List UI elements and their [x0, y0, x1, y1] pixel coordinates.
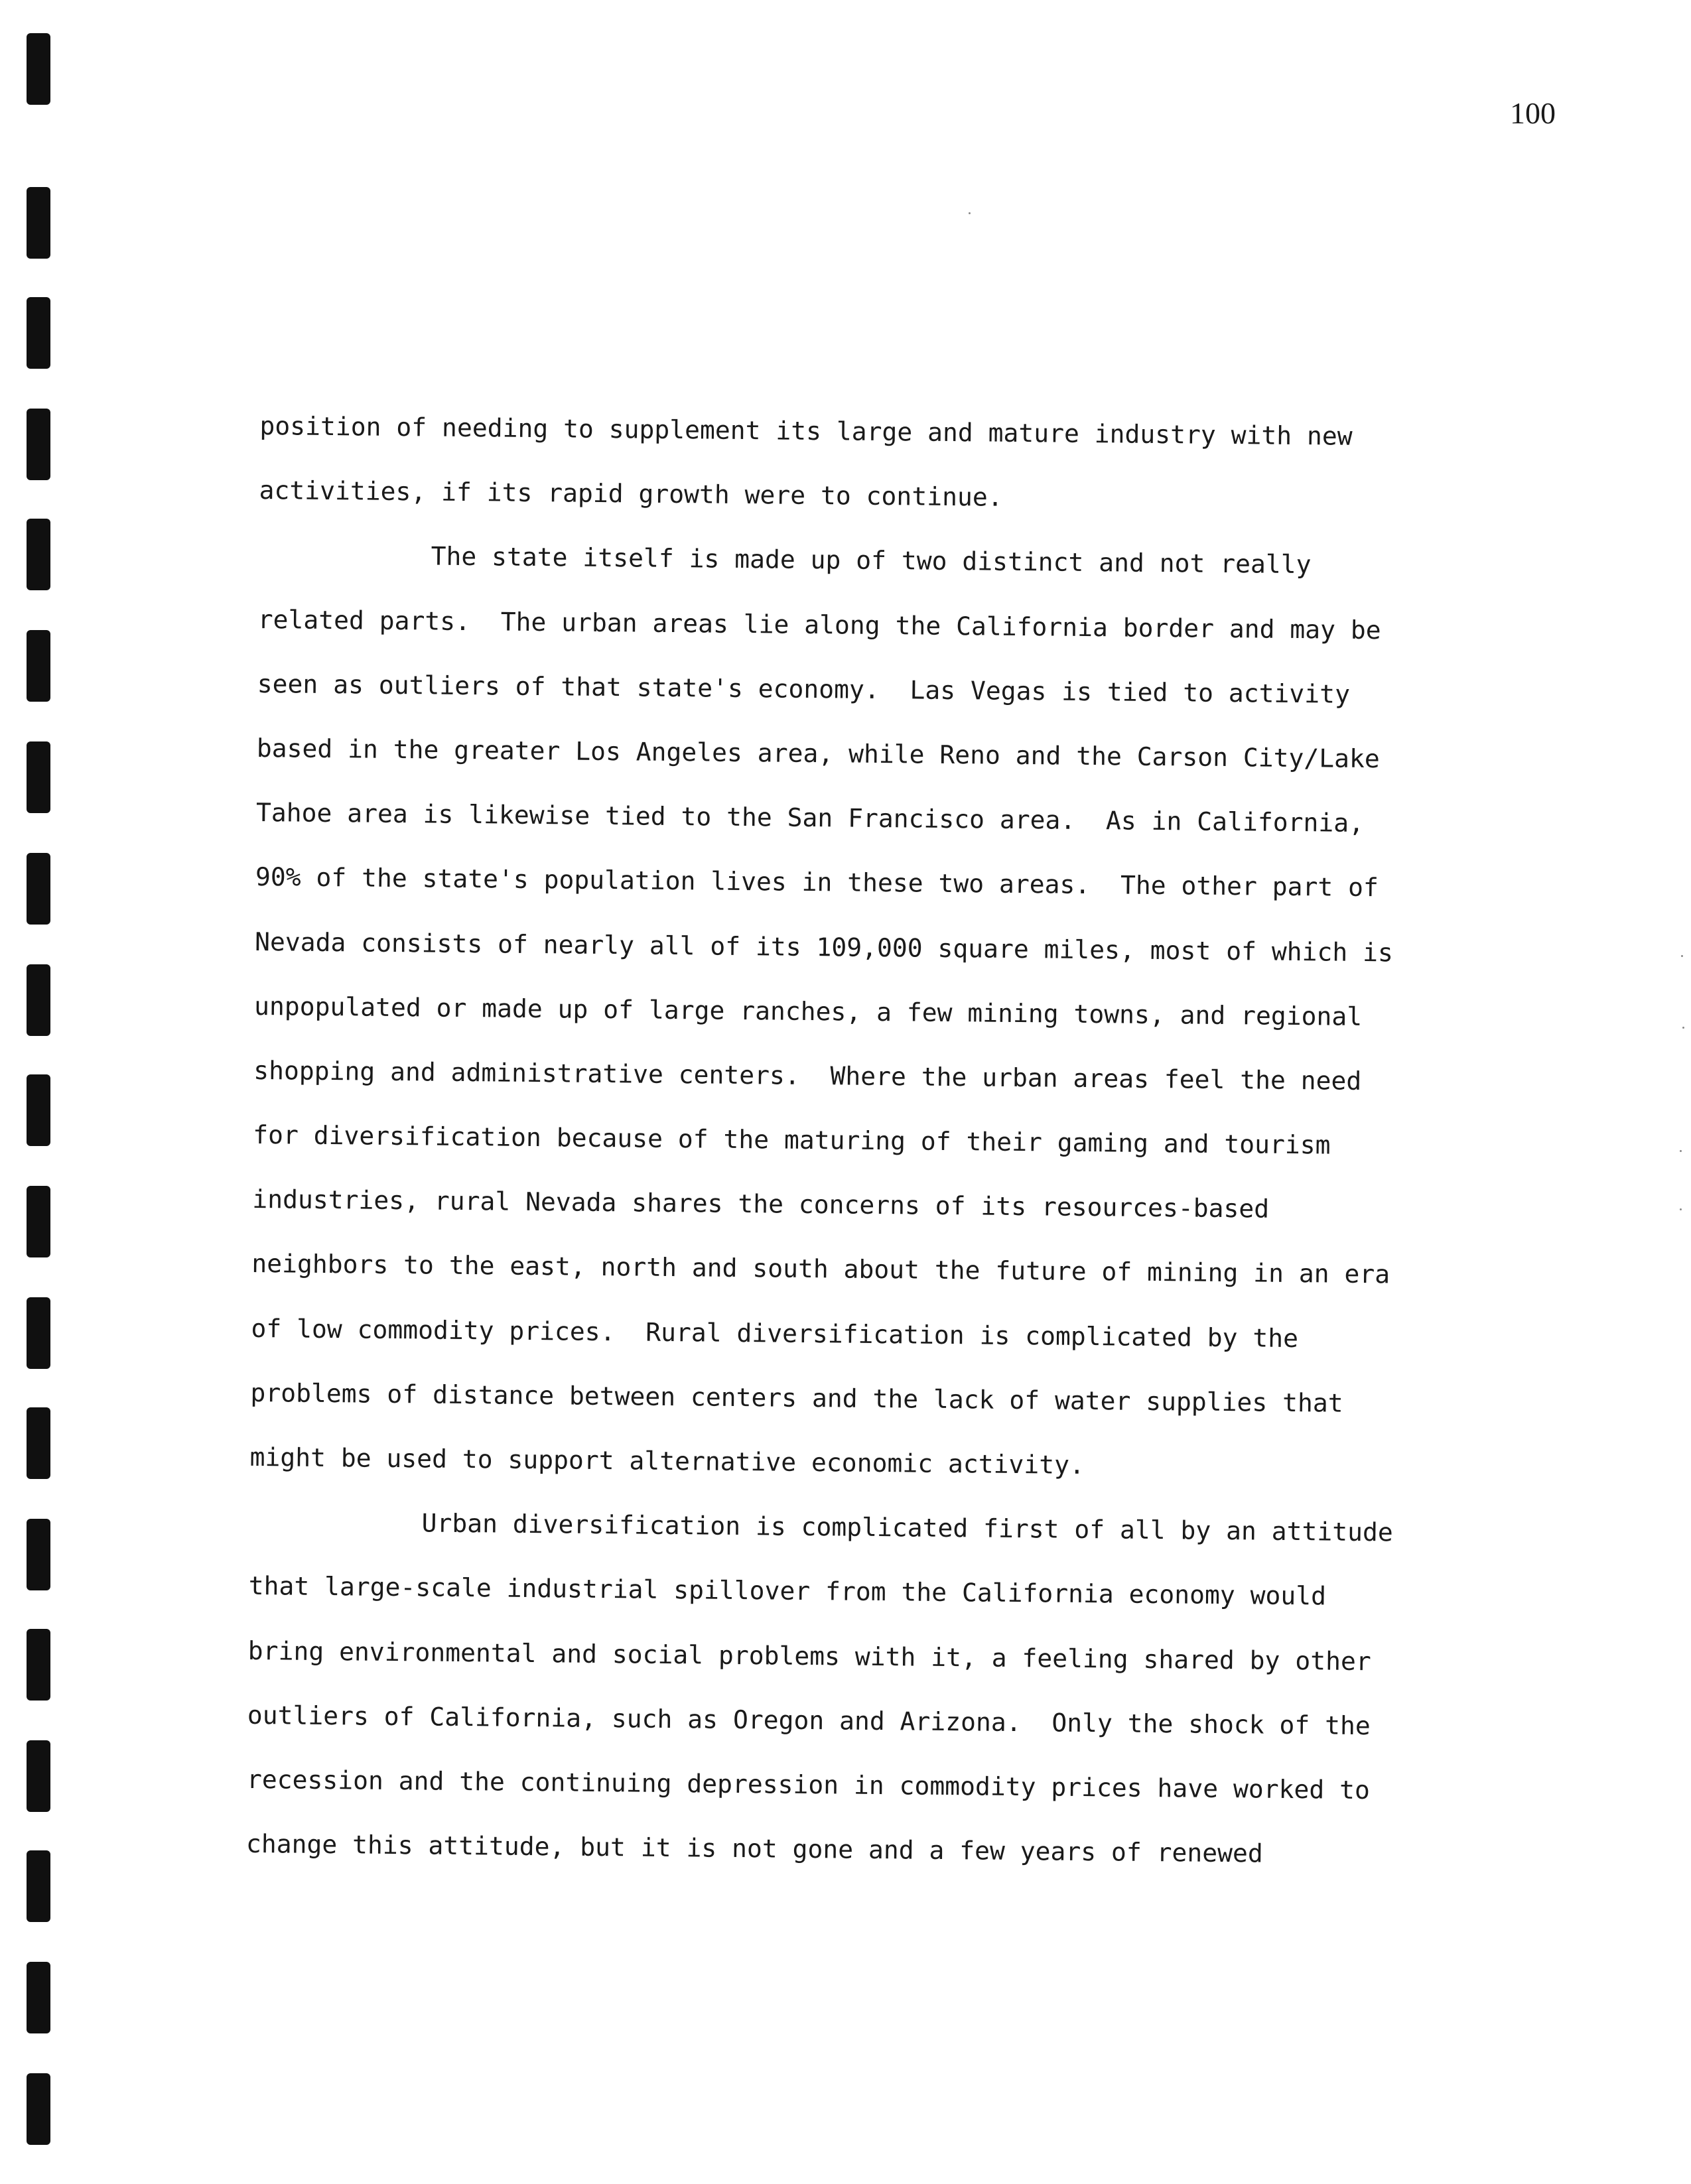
scan-speck — [1680, 1208, 1682, 1210]
binding-mark — [27, 519, 50, 590]
binding-mark — [27, 964, 50, 1036]
text-line: might be used to support alternative economic activity. — [249, 1442, 1085, 1480]
text-line: The state itself is made up of two distinct and not really — [431, 541, 1312, 580]
binding-mark — [27, 1407, 50, 1479]
page-number: 100 — [1510, 96, 1556, 130]
paragraph — [246, 1490, 1504, 1888]
scan-speck — [1680, 1150, 1682, 1152]
binding-mark — [27, 1074, 50, 1146]
text-line: for diversification because of the maturing of their gaming and tourism — [253, 1120, 1331, 1160]
text-line: Tahoe area is likewise tied to the San Francisco area. As in California, — [255, 798, 1365, 838]
text-line: that large-scale industrial spillover from the California economy would — [248, 1571, 1327, 1611]
binding-mark — [27, 853, 50, 925]
binding-mark — [27, 630, 50, 702]
text-line: industries, rural Nevada shares the concerns of its resources-based — [252, 1185, 1270, 1224]
text-line: recession and the continuing depression in commodity prices have worked to — [246, 1764, 1371, 1805]
binding-mark — [27, 2073, 50, 2145]
body-text — [246, 394, 1514, 1888]
scan-speck — [1681, 955, 1683, 957]
text-line: outliers of California, such as Oregon and Arizona. Only the shock of the — [247, 1700, 1371, 1740]
binding-mark — [27, 741, 50, 813]
text-line: Nevada consists of nearly all of its 109,000 square miles, most of which is — [254, 927, 1394, 967]
paragraph — [249, 523, 1513, 1502]
scan-speck — [1682, 1027, 1684, 1029]
binding-mark — [27, 409, 50, 480]
text-line: position of needing to supplement its large and mature industry with new — [259, 411, 1353, 451]
text-line: change this attitude, but it is not gone and a few years of renewed — [245, 1829, 1263, 1868]
text-line: seen as outliers of that state's economy. Las Vegas is tied to activity — [257, 669, 1351, 709]
binding-mark — [27, 1850, 50, 1922]
binding-mark — [27, 187, 50, 259]
scan-speck — [969, 212, 971, 214]
binding-mark — [27, 1519, 50, 1590]
text-line: shopping and administrative centers. Where the urban areas feel the need — [253, 1055, 1362, 1096]
binding-mark — [27, 1186, 50, 1257]
text-line: of low commodity prices. Rural diversification is complicated by the — [251, 1313, 1299, 1353]
paragraph — [259, 394, 1514, 535]
binding-mark — [27, 1629, 50, 1701]
text-line: related parts. The urban areas lie along the California border and may be — [257, 604, 1381, 645]
binding-mark — [27, 33, 50, 105]
text-line: unpopulated or made up of large ranches, a few mining towns, and regional — [253, 991, 1363, 1031]
text-line: based in the greater Los Angeles area, while Reno and the Carson City/Lake — [256, 733, 1380, 774]
text-line: Urban diversification is complicated first of all by an attitude — [421, 1508, 1393, 1547]
text-line: neighbors to the east, north and south about the future of mining in an era — [251, 1249, 1390, 1289]
binding-mark — [27, 297, 50, 369]
text-line: bring environmental and social problems with it, a feeling shared by other — [247, 1636, 1371, 1676]
text-line: activities, if its rapid growth were to continue. — [259, 476, 1003, 512]
binding-mark — [27, 1740, 50, 1812]
binding-mark — [27, 1962, 50, 2033]
text-line: problems of distance between centers and the lack of water supplies that — [250, 1378, 1343, 1418]
text-line: 90% of the state's population lives in these two areas. The other part of — [255, 862, 1379, 903]
binding-mark — [27, 1297, 50, 1369]
